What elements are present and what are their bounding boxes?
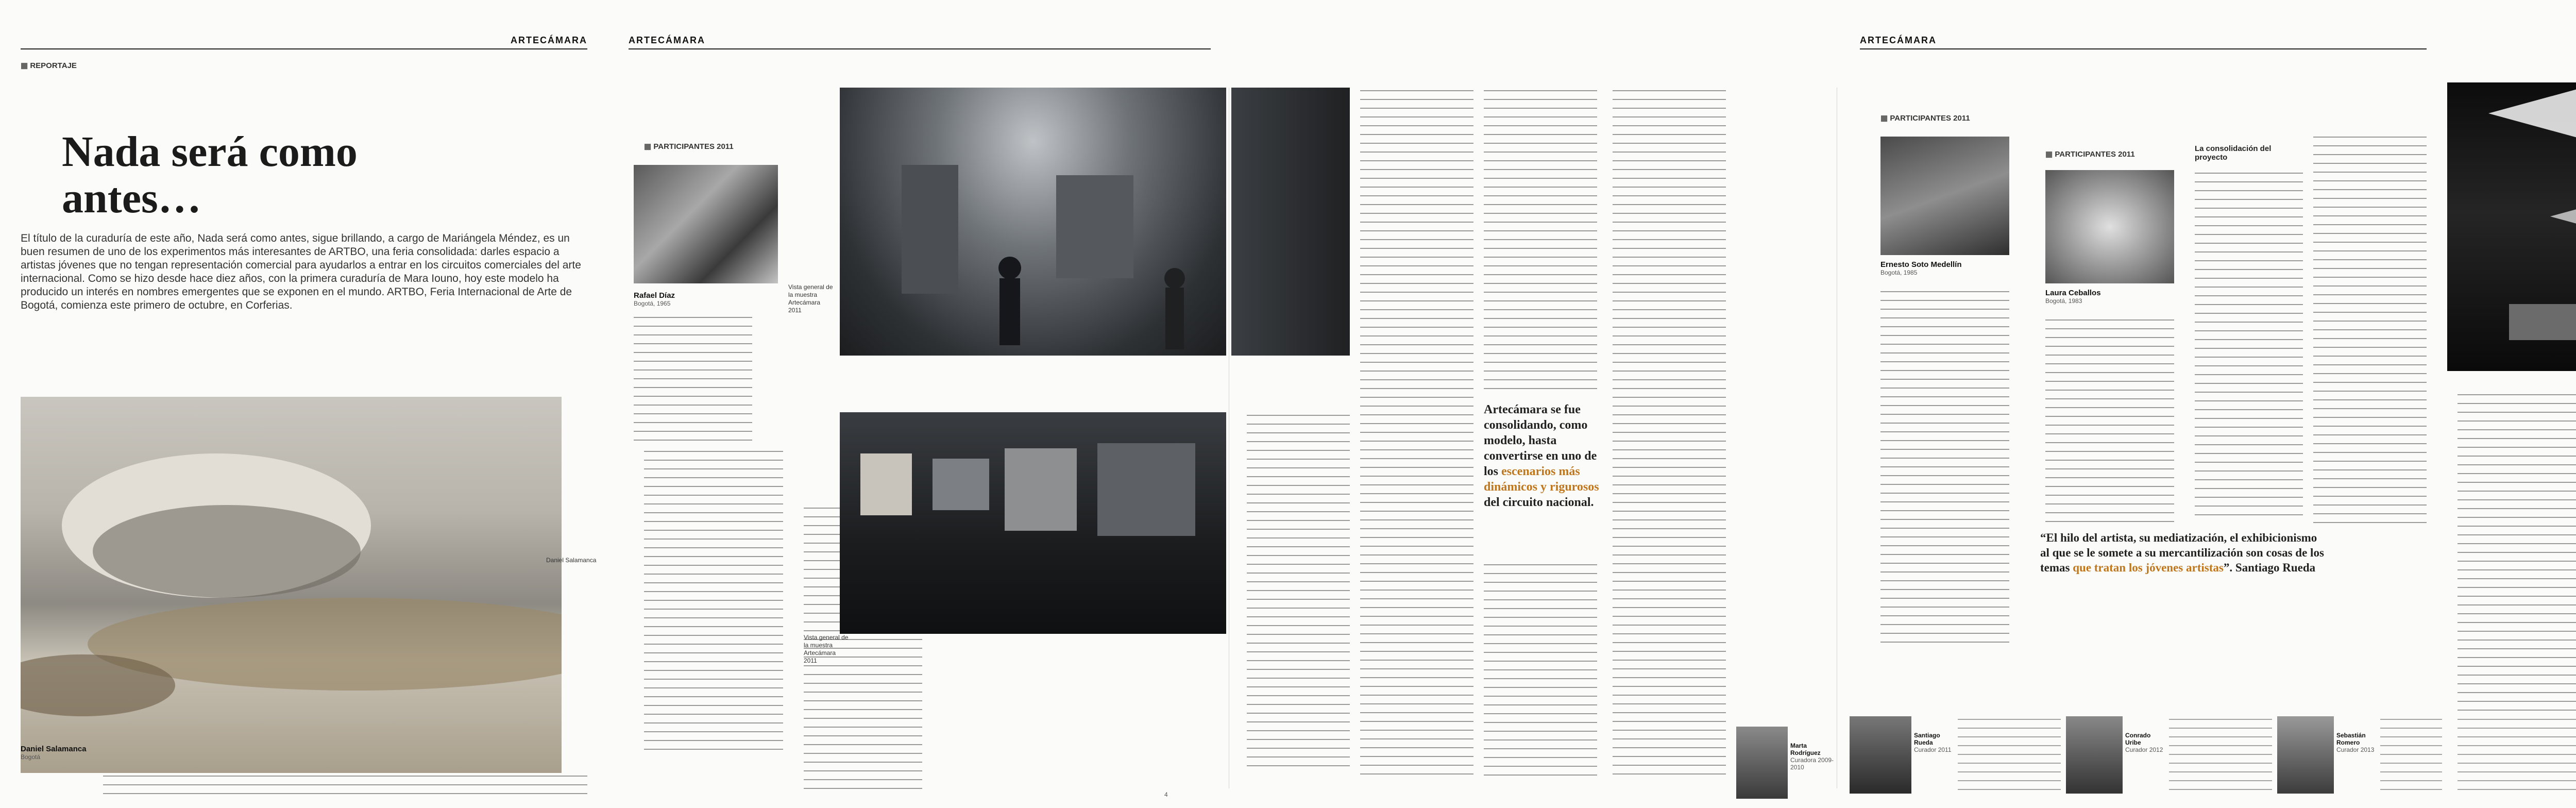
participantes-tag: ▦ PARTICIPANTES 2011 — [2045, 149, 2135, 159]
article-column-e — [1484, 88, 1597, 397]
article-title: Nada será como antes… — [62, 128, 358, 222]
article-column-g — [1484, 562, 1597, 778]
curator-4: Sebastián Romero Curador 2013 — [2336, 732, 2375, 753]
gallery-visitors — [840, 88, 1226, 356]
page-1 — [0, 0, 608, 808]
article-column-h — [2195, 170, 2303, 520]
curator-3: Conrado Uribe Curador 2012 — [2125, 732, 2163, 753]
curator-2: Santiago Rueda Curador 2011 — [1914, 732, 1952, 753]
participantes-tag: ▦ PARTICIPANTES 2011 — [644, 142, 734, 151]
page-5 — [2447, 0, 2576, 808]
consolidacion-heading: La consolidación del proyecto — [2195, 144, 2272, 162]
curator-photo-2 — [1850, 716, 1911, 794]
curator-2-bio — [1958, 716, 2061, 794]
light-installation — [2447, 82, 2576, 371]
hero-photo — [21, 397, 562, 773]
curator-1: Marta Rodríguez Curadora 2009-2010 — [1790, 742, 1834, 771]
gallery-photo-right — [1231, 88, 1350, 356]
curator-4-bio — [2380, 716, 2442, 794]
rock-illustration — [21, 397, 562, 773]
article-intro: El título de la curaduría de este año, Nada será como antes, sigue brillando, a cargo de Mariángela Méndez, es un buen resumen de uno de los experimentos más interesantes de ARTBO, una feria consolidada: darles espacio a artistas jóvenes que no tengan representación comercial para ayudarlos a entrar en los circuitos comerciales del arte internacional. Como se hizo desde hace diez años, con la primera curaduría de Mara Iouno, hoy este modelo ha producido un interés en nombres emergentes que se exponen en el mundo. ARTBO, Feria Internacional de Arte de Bogotá, comienza este primero de octubre, en Corferias. — [21, 232, 581, 311]
rafael-bio-head: Rafael Díaz Bogotá, 1965 — [634, 291, 675, 307]
curator-photo-3 — [2066, 716, 2123, 794]
curator-3-bio — [2169, 716, 2272, 794]
curator-photo-4 — [2277, 716, 2334, 794]
ernesto-artwork — [1880, 137, 2009, 255]
gallery-artworks — [840, 412, 1226, 634]
laura-bio-head: Laura Ceballos Bogotá, 1983 — [2045, 289, 2101, 305]
installation-photo — [2447, 82, 2576, 371]
gallery-photo-top — [840, 88, 1226, 356]
rafael-bio — [634, 314, 752, 443]
curator-5-bio — [2458, 716, 2576, 794]
pull-quote-2: “El hilo del artista, su mediatización, el exhibicionismo al que se le somete a su mercantilización son cosas de los temas que tratan los jóvenes artistas”. Santiago Rueda — [2040, 531, 2324, 574]
reportaje-tag: ▦ REPORTAJE — [21, 61, 77, 70]
ernesto-bio-head: Ernesto Soto Medellín Bogotá, 1985 — [1880, 260, 1962, 276]
vista-caption-1: Vista general de la muestra Artecámara 2011 — [788, 283, 833, 314]
photo-credit-1: Daniel Salamanca — [546, 557, 597, 564]
article-column-j — [2458, 392, 2576, 711]
laura-artwork — [2045, 170, 2174, 283]
gallery-photo-bottom — [840, 412, 1226, 634]
intro-columns — [103, 773, 587, 799]
article-column-a — [644, 448, 783, 758]
article-column-d — [1360, 88, 1473, 778]
article-column-f — [1613, 88, 1726, 778]
page-header — [629, 37, 1211, 49]
section-title: ARTECÁMARA — [1860, 35, 1937, 45]
ernesto-bio — [1880, 289, 2009, 649]
page-3 — [1231, 0, 1839, 808]
byline: Daniel Salamanca Bogotá — [21, 745, 87, 761]
vista-caption-2: Vista general de la muestra Artecámara 2011 — [804, 634, 849, 664]
laura-bio — [2045, 317, 2174, 523]
page-header — [1860, 37, 2427, 49]
page-number-a: 4 — [1164, 791, 1168, 798]
participantes-tag: ▦ PARTICIPANTES 2011 — [1880, 113, 1970, 123]
section-title: ARTECÁMARA — [629, 35, 705, 45]
section-title: ARTECÁMARA — [511, 35, 587, 45]
page-header — [21, 37, 587, 49]
rafael-artwork — [634, 165, 778, 283]
curator-photo-1 — [1736, 727, 1788, 799]
pull-quote-1: Artecámara se fue consolidando, como modelo, hasta convertirse en uno de los escenarios más dinámicos y rigurosos del circuito nacional. — [1484, 403, 1599, 509]
article-column-i — [2313, 134, 2427, 526]
article-column-c — [1247, 412, 1350, 773]
page-4 — [1839, 0, 2447, 808]
